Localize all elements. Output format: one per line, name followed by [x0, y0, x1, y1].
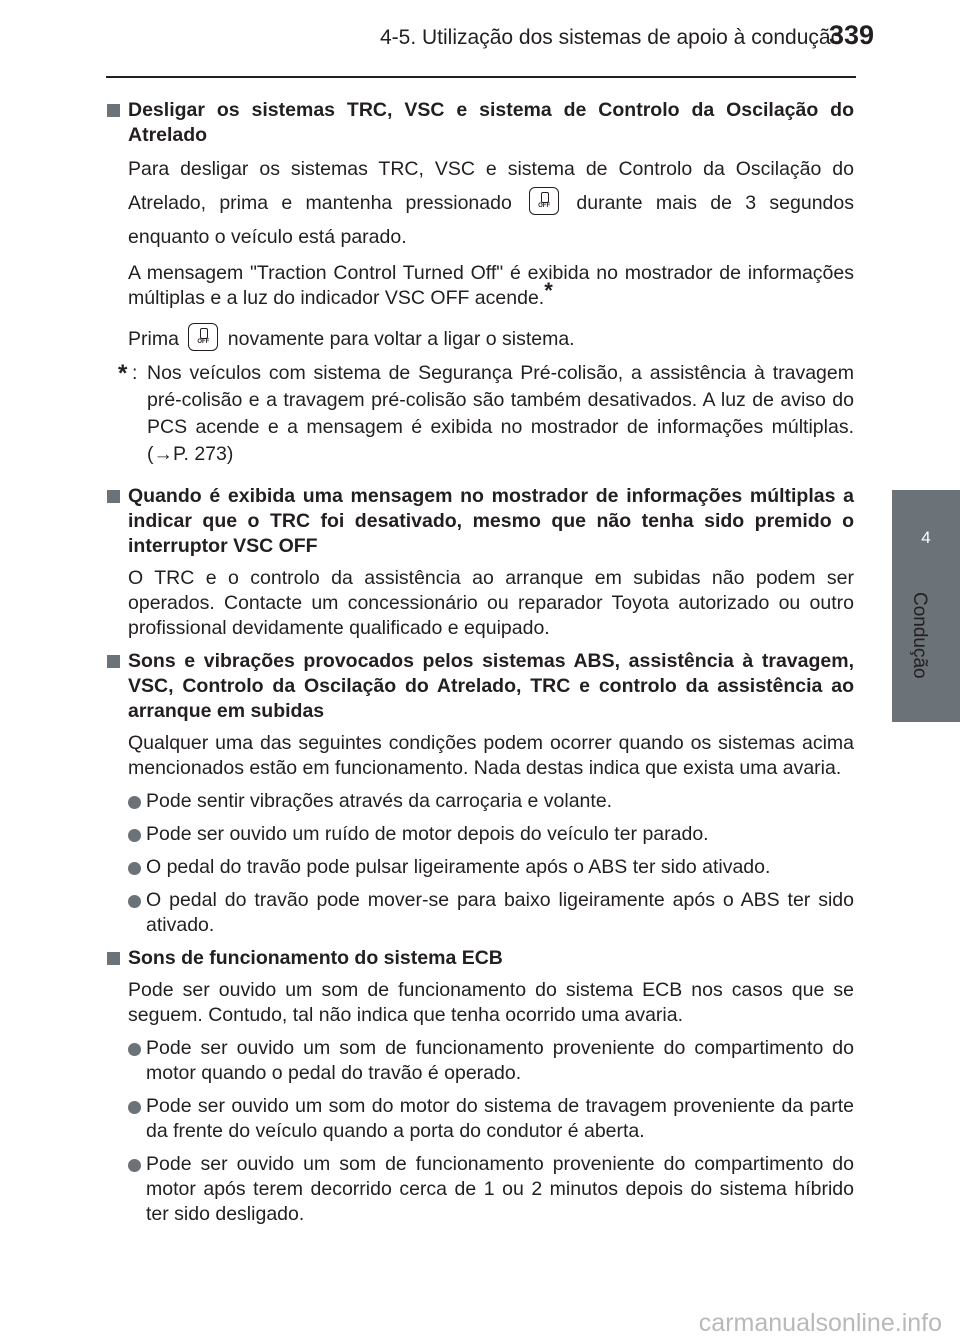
list-item: O pedal do travão pode mover-se para baixo ligeiramente após o ABS ter sido ativado. — [106, 888, 854, 938]
section-title: Sons de funcionamento do sistema ECB — [106, 946, 854, 971]
list-item: Pode ser ouvido um som de funcionamento proveniente do compartimento do motor quando o pedal do travão é operado. — [106, 1036, 854, 1086]
paragraph: Pode ser ouvido um som de funcionamento do sistema ECB nos casos que se seguem. Contudo, tal não indica que tenha ocorrido uma avaria. — [128, 979, 854, 1026]
section-title: Quando é exibida uma mensagem no mostrador de informações múltiplas a indicar que o TRC foi desativado, mesmo que não tenha sido premido o interruptor VSC OFF — [106, 484, 854, 559]
circle-bullet-icon — [128, 796, 141, 809]
footnote: * : Nos veículos com sistema de Segurança Pré-colisão, a assistência à travagem pré-colisão e a travagem pré-colisão são também desativados. A luz de aviso do PCS acende e a mensagem é exibida no mostrador de informações múltiplas. (→P. 273) — [118, 360, 854, 465]
page-content — [106, 90, 854, 1227]
section-title: Desligar os sistemas TRC, VSC e sistema de Controlo da Oscilação do Atrelado — [106, 98, 854, 148]
list-item: O pedal do travão pode pulsar ligeiramente após o ABS ter sido ativado. — [106, 855, 854, 880]
square-bullet-icon — [107, 655, 120, 668]
watermark: carmanualsonline.info — [698, 1309, 942, 1337]
circle-bullet-icon — [128, 829, 141, 842]
paragraph: O TRC e o controlo da assistência ao arranque em subidas não podem ser operados. Contacte um concessionário ou reparador Toyota autorizado ou outro profissional devidamente qualificado e equipado. — [128, 567, 854, 639]
footnote-marker: * — [118, 360, 128, 387]
list-item: Pode ser ouvido um ruído de motor depois do veículo ter parado. — [106, 822, 854, 847]
chapter-label: Condução — [909, 592, 930, 679]
vsc-off-button-icon: OFF — [529, 187, 559, 215]
paragraph: A mensagem "Traction Control Turned Off" é exibida no mostrador de informações múltiplas e a luz do indicador VSC OFF acende.* — [128, 262, 854, 309]
circle-bullet-icon — [128, 1101, 141, 1114]
circle-bullet-icon — [128, 1159, 141, 1172]
circle-bullet-icon — [128, 862, 141, 875]
vsc-off-button-icon: OFF — [188, 323, 218, 351]
paragraph: Qualquer uma das seguintes condições podem ocorrer quando os sistemas acima mencionados estão em funcionamento. Nada destas indica que exista uma avaria. — [128, 732, 854, 779]
circle-bullet-icon — [128, 1043, 141, 1056]
list-item: Pode sentir vibrações através da carroçaria e volante. — [106, 789, 854, 814]
paragraph: Prima OFF novamente para voltar a ligar o sistema. — [106, 323, 854, 352]
footnote-marker: * — [544, 278, 553, 303]
square-bullet-icon — [107, 490, 120, 503]
section-title: Sons e vibrações provocados pelos sistemas ABS, assistência à travagem, VSC, Controlo da Oscilação do Atrelado, TRC e controlo da assistência ao arranque em subidas — [106, 649, 854, 724]
list-item: Pode ser ouvido um som de funcionamento proveniente do compartimento do motor após terem decorrido cerca de 1 ou 2 minutos depois do sistema híbrido ter sido desligado. — [106, 1152, 854, 1227]
circle-bullet-icon — [128, 895, 141, 908]
chapter-number: 4 — [921, 528, 931, 547]
header-title: 4-5. Utilização dos sistemas de apoio à condução — [380, 26, 843, 49]
header-divider — [106, 76, 856, 78]
paragraph: Para desligar os sistemas TRC, VSC e sistema de Controlo da Oscilação do Atrelado, prima e mantenha pressionado OFF durante mais de 3 segundos enquanto o veículo está parado. — [128, 158, 854, 248]
list-item: Pode ser ouvido um som do motor do sistema de travagem proveniente da parte da frente do veículo quando a porta do condutor é aberta. — [106, 1094, 854, 1144]
square-bullet-icon — [107, 104, 120, 117]
square-bullet-icon — [107, 952, 120, 965]
page-number: 339 — [829, 20, 875, 50]
